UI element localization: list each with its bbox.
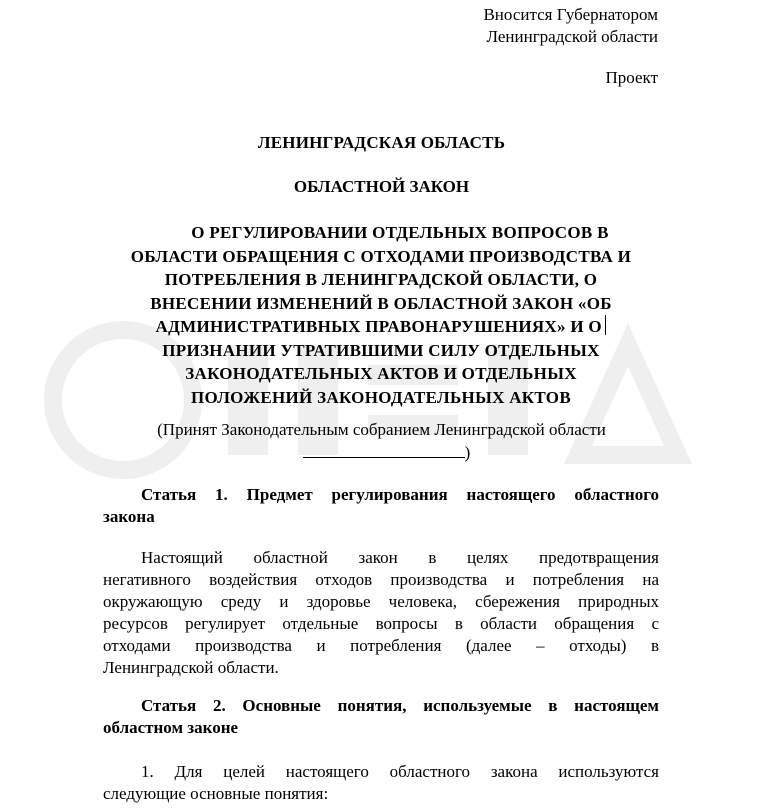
paragraph-line: негативного воздействия отходов производства и потребления на: [103, 570, 659, 589]
paragraph-line: ресурсов регулирует отдельные вопросы в области обращения с: [103, 614, 659, 633]
paragraph-line: отходами производства и потребления (далее – отходы) в: [103, 636, 659, 655]
region-heading: ЛЕНИНГРАДСКАЯ ОБЛАСТЬ: [257, 133, 506, 152]
text-cursor: [605, 315, 607, 335]
paragraph-line: следующие основные понятия:: [103, 784, 329, 803]
law-title-line: ОБЛАСТИ ОБРАЩЕНИЯ С ОТХОДАМИ ПРОИЗВОДСТВА И: [130, 246, 632, 266]
adoption-note-line1: (Принят Законодательным собранием Ленинградской области: [157, 420, 606, 439]
law-type-heading: ОБЛАСТНОЙ ЗАКОН: [293, 177, 470, 196]
paragraph-line: Ленинградской области.: [103, 658, 279, 677]
law-title-line: АДМИНИСТРАТИВНЫХ ПРАВОНАРУШЕНИЯХ» И О: [155, 317, 602, 336]
paragraph-line: окружающую среду и здоровье человека, сбережения природных: [103, 592, 659, 611]
article-2-body: [103, 761, 659, 805]
article-1-heading: [103, 484, 659, 528]
law-title-line: О РЕГУЛИРОВАНИИ ОТДЕЛЬНЫХ ВОПРОСОВ В: [191, 223, 609, 242]
submitted-by-line2: Ленинградской области: [486, 27, 658, 46]
article-2-heading: [103, 695, 659, 739]
paragraph-line: 1. Для целей настоящего областного закона используются: [141, 762, 659, 781]
adoption-close-paren: ): [464, 443, 471, 462]
submitted-by-line1: Вносится Губернатором: [483, 5, 658, 24]
law-title-line: ПРИЗНАНИИ УТРАТИВШИМИ СИЛУ ОТДЕЛЬНЫХ: [162, 340, 600, 360]
adoption-note: [0, 418, 763, 464]
article-1-body: [103, 547, 659, 679]
paragraph-line: Настоящий областной закон в целях предотвращения: [141, 548, 659, 567]
article-2-heading-line2: областном законе: [103, 718, 239, 737]
article-1-heading-line2: закона: [103, 507, 155, 526]
law-title: [100, 221, 662, 409]
law-title-line: ЗАКОНОДАТЕЛЬНЫХ АКТОВ И ОТДЕЛЬНЫХ: [185, 364, 577, 383]
adoption-date-line: [0, 441, 763, 464]
law-title-line-with-cursor: [100, 315, 662, 339]
article-1-heading-line1: Статья 1. Предмет регулирования настоящего областного: [141, 485, 659, 504]
law-title-line: ПОЛОЖЕНИЙ ЗАКОНОДАТЕЛЬНЫХ АКТОВ: [191, 387, 571, 407]
submitted-by-block: [483, 4, 658, 48]
adoption-date-blank[interactable]: [303, 441, 465, 458]
article-2-heading-line1: Статья 2. Основные понятия, используемые в настоящем: [141, 696, 659, 715]
law-title-line: ПОТРЕБЛЕНИЯ В ЛЕНИНГРАДСКОЙ ОБЛАСТИ, О: [164, 270, 598, 289]
project-label: Проект: [605, 68, 658, 87]
law-title-line: ВНЕСЕНИИ ИЗМЕНЕНИЙ В ОБЛАСТНОЙ ЗАКОН «ОБ: [150, 293, 612, 313]
